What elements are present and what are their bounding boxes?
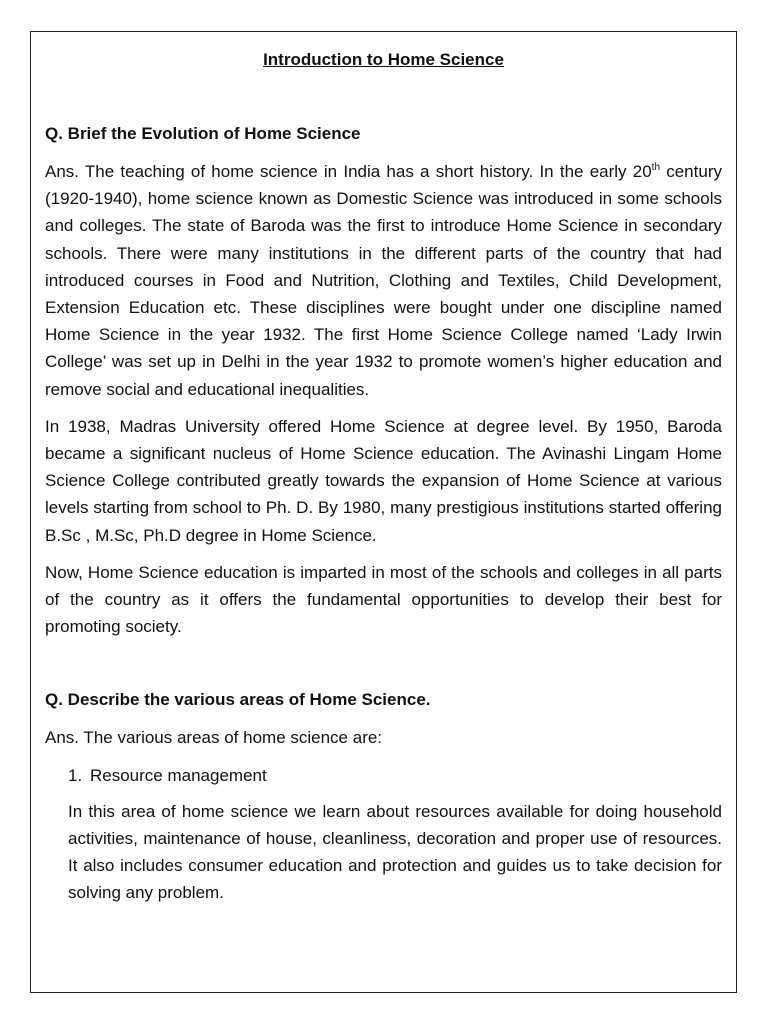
- list-item-label: Resource management: [90, 765, 267, 785]
- answer-1-text-rest: century (1920-1940), home science known as Domestic Science was introduced in some schools and colleges. The state of Baroda was the first to introduce Home Science in secondary schools. There were many institutions in the different parts of the country that had introduced courses in Food and Nutrition, Clothing and Textiles, Child Development, Extension Education etc. These disciplines were bought under one discipline named Home Science in the year 1932. The first Home Science College named ‘Lady Irwin College’ was set up in Delhi in the year 1932 to promote women’s higher education and remove social and educational inequalities.: [45, 162, 722, 399]
- answer-2-intro: Ans. The various areas of home science are:: [45, 728, 383, 748]
- document-body: [45, 46, 722, 917]
- section-spacer: [45, 650, 722, 686]
- answer-1-paragraph-1: [45, 158, 722, 403]
- answer-1-text-start: Ans. The teaching of home science in India has a short history. In the early 20: [45, 162, 652, 181]
- list-item-description: In this area of home science we learn about resources available for doing household activities, maintenance of house, cleanliness, decoration and proper use of resources. It also includes consumer education and protection and guides us to take decision for solving any problem.: [68, 801, 722, 903]
- answer-1-paragraph-2: In 1938, Madras University offered Home Science at degree level. By 1950, Baroda became a significant nucleus of Home Science education. The Avinashi Lingam Home Science College contributed greatly towards the expansion of Home Science at various levels starting from school to Ph. D. By 1980, many prestigious institutions started offering B.Sc , M.Sc, Ph.D degree in Home Science.: [45, 416, 722, 545]
- list-item: [68, 762, 722, 789]
- answer-1-paragraph-3: Now, Home Science education is imparted in most of the schools and colleges in all parts of the country as it offers the fundamental opportunities to develop their best for promoting society.: [45, 562, 722, 637]
- superscript-th: th: [651, 162, 661, 173]
- question-1-heading: Q. Brief the Evolution of Home Science: [45, 124, 361, 143]
- document-title: Introduction to Home Science: [263, 50, 504, 69]
- question-2-heading: Q. Describe the various areas of Home Science.: [45, 690, 431, 710]
- list-item-number: 1.: [68, 765, 83, 785]
